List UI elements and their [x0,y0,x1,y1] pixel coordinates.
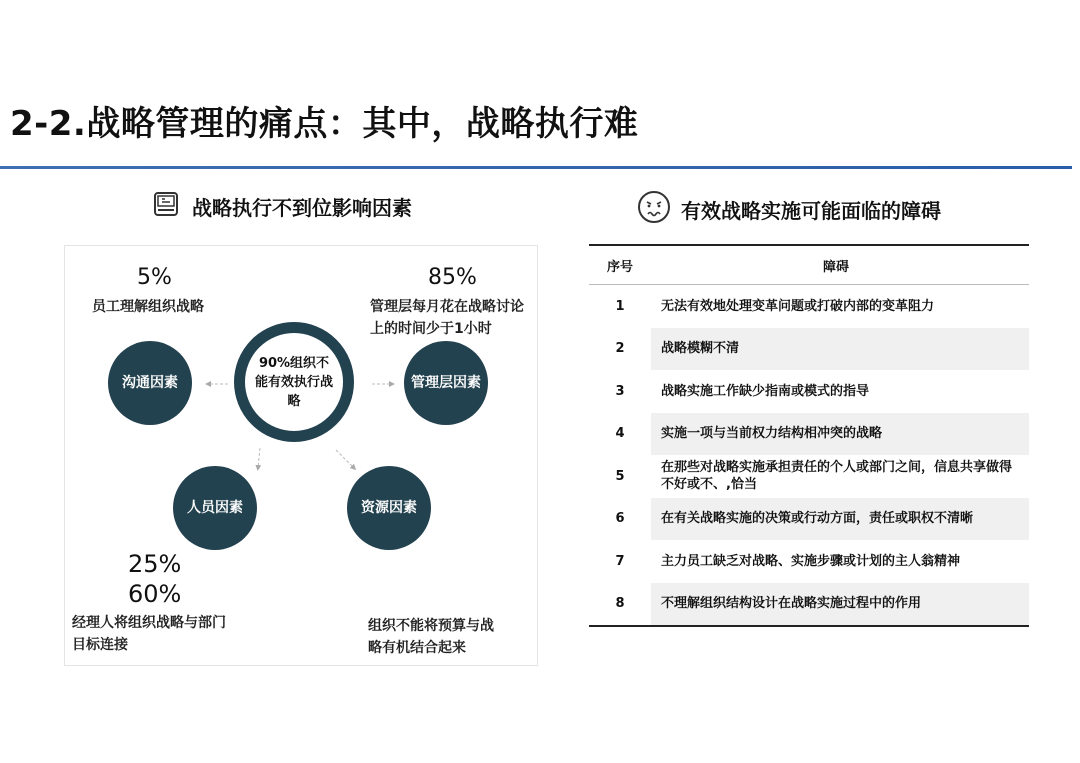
stat-85-percent: 85% [428,265,477,290]
table-row [589,328,1029,371]
row-text: 主力员工缺乏对战略、实施步骤或计划的主人翁精神 [661,553,961,569]
node-resources-factor: 资源因素 [347,466,431,550]
table-header [589,246,1029,285]
table-row [589,498,1029,541]
stat-60-description: 组织不能将预算与战略有机结合起来 [368,618,494,656]
table-row [589,370,1029,413]
row-number: 2 [615,341,625,357]
book-icon [152,190,182,222]
right-section-heading [637,190,941,228]
table-bottom-rule [589,625,1029,627]
right-heading-text: 有效战略实施可能面临的障碍 [681,198,941,223]
row-number: 1 [615,298,625,314]
stat-85-description: 管理层每月花在战略讨论上的时间少于1小时 [370,299,524,337]
left-heading-text: 战略执行不到位影响因素 [192,195,412,220]
row-text: 实施一项与当前权力结构相冲突的战略 [651,413,1029,456]
row-text: 在有关战略实施的决策或行动方面，责任或职权不清晰 [651,498,1029,541]
row-number: 7 [615,553,625,569]
stat-25-percent: 25% [128,550,182,578]
column-header-number: 序号 [606,259,633,275]
row-text: 在那些对战略实施承担责任的个人或部门之间，信息共享做得不好或不、,恰当 [661,460,1013,493]
row-text: 不理解组织结构设计在战略实施过程中的作用 [651,583,1029,626]
row-text: 战略模糊不清 [651,328,1029,371]
row-text: 无法有效地处理变革问题或打破内部的变革阻力 [661,298,935,314]
center-ring: 90%组织不能有效执行战略 [234,322,354,442]
row-number: 4 [615,426,625,442]
table-row [589,455,1029,498]
stat-5-percent: 5% [137,265,172,290]
title-divider [0,166,1072,169]
row-number: 3 [615,383,625,399]
row-number: 6 [615,511,625,527]
node-communication-factor: 沟通因素 [108,341,192,425]
table-row [589,583,1029,626]
node-management-factor: 管理层因素 [404,341,488,425]
stat-5-description: 员工理解组织战略 [92,299,204,315]
row-text: 战略实施工作缺少指南或模式的指导 [661,383,870,399]
node-people-factor: 人员因素 [173,466,257,550]
left-section-heading [152,190,412,222]
table-row [589,285,1029,328]
page-title: 2-2.战略管理的痛点：其中，战略执行难 [10,104,639,144]
stat-60-percent: 60% [128,580,182,608]
obstacles-table [589,244,1029,627]
row-number: 5 [615,468,625,484]
worried-face-icon [637,190,671,228]
column-header-obstacle: 障碍 [822,259,849,275]
table-row [589,413,1029,456]
table-row [589,540,1029,583]
stat-25-description: 经理人将组织战略与部门目标连接 [72,615,226,653]
row-number: 8 [615,596,625,612]
